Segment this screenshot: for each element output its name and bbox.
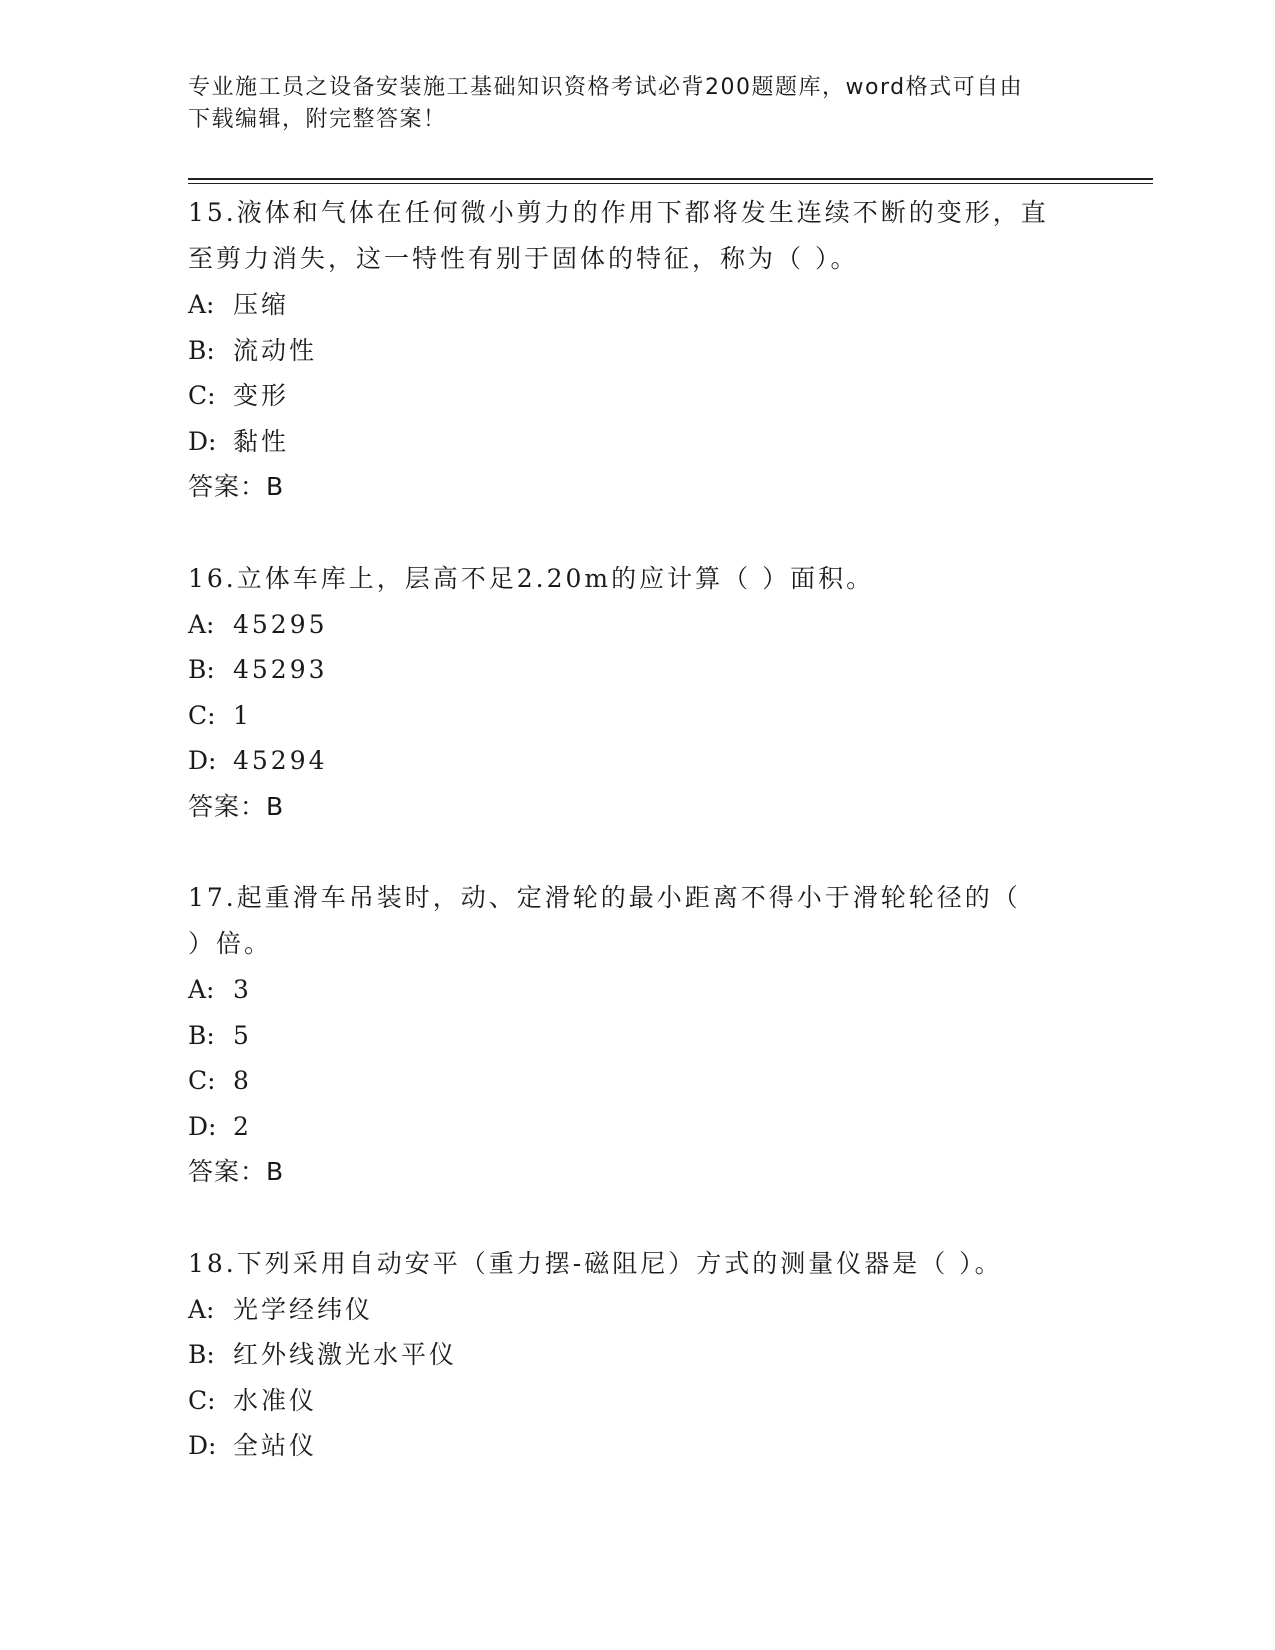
option-a bbox=[188, 602, 1088, 648]
option-letter: D: bbox=[188, 426, 217, 456]
header-divider-thick bbox=[188, 178, 1153, 180]
option-d bbox=[188, 1423, 1088, 1469]
header-line-1: 专业施工员之设备安装施工基础知识资格考试必背200题题库，word格式可自由 bbox=[188, 75, 1024, 100]
option-letter: D: bbox=[188, 746, 217, 775]
question-17 bbox=[188, 875, 1088, 1195]
option-b bbox=[188, 1332, 1088, 1378]
answer-line: 答案：B bbox=[188, 1157, 285, 1186]
option-letter: C: bbox=[188, 1385, 216, 1415]
question-18 bbox=[188, 1241, 1088, 1469]
document-header bbox=[188, 72, 1088, 136]
option-text: 45294 bbox=[233, 746, 328, 775]
option-text: 红外线激光水平仪 bbox=[233, 1340, 458, 1369]
question-stem bbox=[188, 190, 1088, 282]
option-c bbox=[188, 1058, 1088, 1104]
question-stem-line: ）倍。 bbox=[188, 929, 273, 958]
option-b bbox=[188, 328, 1088, 374]
question-stem-line: 15.液体和气体在任何微小剪力的作用下都将发生连续不断的变形，直 bbox=[188, 198, 1049, 227]
option-d bbox=[188, 419, 1088, 465]
question-stem bbox=[188, 875, 1088, 967]
option-d bbox=[188, 738, 1088, 784]
option-text: 变形 bbox=[233, 381, 290, 410]
option-text: 2 bbox=[233, 1111, 252, 1141]
header-line-2: 下载编辑，附完整答案！ bbox=[188, 107, 447, 132]
option-text: 流动性 bbox=[233, 335, 318, 365]
option-text: 3 bbox=[233, 975, 252, 1004]
question-list bbox=[188, 190, 1088, 1515]
option-d bbox=[188, 1104, 1088, 1150]
option-text: 45295 bbox=[233, 609, 328, 639]
option-letter: B: bbox=[188, 1340, 215, 1369]
option-b bbox=[188, 1013, 1088, 1059]
option-a bbox=[188, 282, 1088, 328]
option-letter: C: bbox=[188, 700, 216, 730]
question-stem-line: 16.立体车库上，层高不足2.20m的应计算（ ）面积。 bbox=[188, 563, 875, 593]
option-letter: A: bbox=[188, 290, 215, 319]
question-16 bbox=[188, 556, 1088, 830]
option-a bbox=[188, 1287, 1088, 1333]
option-text: 45293 bbox=[233, 655, 328, 684]
option-text: 全站仪 bbox=[233, 1431, 318, 1460]
option-c bbox=[188, 1378, 1088, 1424]
question-15 bbox=[188, 190, 1088, 510]
option-text: 光学经纬仪 bbox=[233, 1294, 374, 1324]
option-letter: A: bbox=[188, 609, 215, 639]
option-text: 8 bbox=[233, 1066, 252, 1095]
question-stem-line: 17.起重滑车吊装时，动、定滑轮的最小距离不得小于滑轮轮径的（ bbox=[188, 883, 1021, 912]
question-stem-line: 至剪力消失，这一特性有别于固体的特征，称为（ ）。 bbox=[188, 244, 859, 273]
option-letter: B: bbox=[188, 1020, 215, 1050]
option-letter: D: bbox=[188, 1111, 217, 1141]
option-letter: C: bbox=[188, 1066, 216, 1095]
answer-line: 答案：B bbox=[188, 472, 285, 501]
header-divider-thin bbox=[188, 183, 1153, 184]
option-letter: A: bbox=[188, 975, 215, 1004]
option-text: 5 bbox=[233, 1020, 252, 1050]
option-a bbox=[188, 967, 1088, 1013]
option-letter: A: bbox=[188, 1294, 215, 1324]
option-c bbox=[188, 373, 1088, 419]
question-stem bbox=[188, 1241, 1088, 1287]
option-letter: C: bbox=[188, 381, 216, 410]
option-text: 压缩 bbox=[233, 290, 290, 319]
question-stem bbox=[188, 556, 1088, 602]
option-text: 黏性 bbox=[233, 426, 290, 456]
answer-line: 答案：B bbox=[188, 791, 285, 821]
option-letter: B: bbox=[188, 335, 215, 365]
option-text: 1 bbox=[233, 700, 252, 730]
option-b bbox=[188, 647, 1088, 693]
option-text: 水准仪 bbox=[233, 1385, 318, 1415]
option-letter: D: bbox=[188, 1431, 217, 1460]
question-stem-line: 18.下列采用自动安平（重力摆-磁阻尼）方式的测量仪器是（ ）。 bbox=[188, 1248, 1003, 1278]
option-letter: B: bbox=[188, 655, 215, 684]
option-c bbox=[188, 693, 1088, 739]
